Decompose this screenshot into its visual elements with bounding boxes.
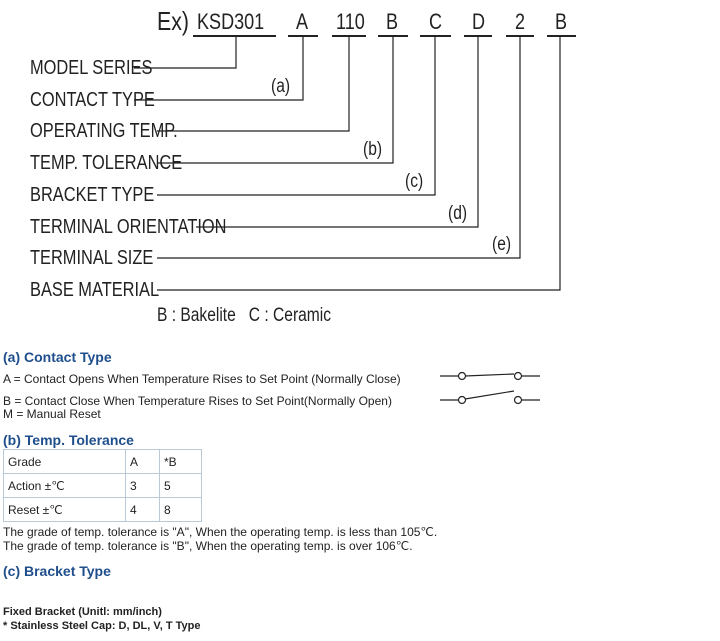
tag-bracket-type: (c) [405, 171, 424, 192]
code-contact-type: A [296, 9, 309, 34]
table-cell: Reset ±℃ [4, 498, 126, 522]
label-contact-type: CONTACT TYPE [30, 89, 155, 111]
contact-type-line-a: A = Contact Opens When Temperature Rises to Set Point (Normally Close) [3, 372, 401, 386]
label-terminal-size: TERMINAL SIZE [30, 247, 154, 269]
code-temp-tolerance: B [386, 9, 399, 34]
normally-close-switch-icon [440, 368, 540, 384]
table-cell: 3 [126, 474, 160, 498]
table-cell: Action ±℃ [4, 474, 126, 498]
table-cell: 4 [126, 498, 160, 522]
table-row [4, 450, 202, 474]
tag-contact-type: (a) [271, 76, 291, 97]
tag-terminal-orientation: (d) [448, 203, 468, 224]
table-cell: 8 [160, 498, 202, 522]
table-row [4, 474, 202, 498]
contact-type-line-b: B = Contact Close When Temperature Rises to Set Point(Normally Open) [3, 394, 392, 408]
table-cell: A [126, 450, 160, 474]
leader-terminal-orientation [196, 37, 478, 227]
bracket-type-line-1: Fixed Bracket (Unitl: mm/inch) [3, 606, 162, 618]
bracket-type-heading: (c) Bracket Type [3, 563, 111, 579]
normally-open-switch-icon [440, 390, 540, 408]
code-model-series: KSD301 [197, 9, 265, 34]
contact-type-line-m: M = Manual Reset [3, 407, 101, 421]
label-model-series: MODEL SERIES [30, 57, 153, 79]
table-cell: 5 [160, 474, 202, 498]
code-terminal-size: 2 [515, 9, 526, 34]
base-material-note: B : Bakelite C : Ceramic [157, 305, 332, 326]
table-cell: *B [160, 450, 202, 474]
example-prefix: Ex) [157, 6, 189, 36]
contact-type-heading: (a) Contact Type [3, 349, 112, 365]
table-row [4, 498, 202, 522]
code-base-material: B [555, 9, 568, 34]
leader-operating-temp [157, 37, 349, 131]
temp-tolerance-heading: (b) Temp. Tolerance [3, 432, 134, 448]
code-operating-temp: 110 [336, 9, 365, 34]
temp-tolerance-note-b: The grade of temp. tolerance is "B", When the operating temp. is over 106℃. [3, 539, 413, 553]
code-terminal-orientation: D [472, 9, 486, 34]
label-terminal-orientation: TERMINAL ORIENTATION [30, 216, 227, 238]
tag-temp-tolerance: (b) [363, 139, 383, 160]
label-base-material: BASE MATERIAL [30, 279, 160, 301]
label-bracket-type: BRACKET TYPE [30, 184, 155, 206]
label-temp-tolerance: TEMP. TOLERANCE [30, 152, 183, 174]
label-operating-temp: OPERATING TEMP. [30, 120, 178, 142]
table-cell: Grade [4, 450, 126, 474]
temp-tolerance-table [3, 449, 202, 522]
code-bracket-type: C [429, 9, 443, 34]
bracket-type-line-2: * Stainless Steel Cap: D, DL, V, T Type [3, 620, 201, 632]
tag-terminal-size: (e) [492, 234, 512, 255]
temp-tolerance-note-a: The grade of temp. tolerance is "A", When the operating temp. is less than 105℃. [3, 525, 438, 539]
